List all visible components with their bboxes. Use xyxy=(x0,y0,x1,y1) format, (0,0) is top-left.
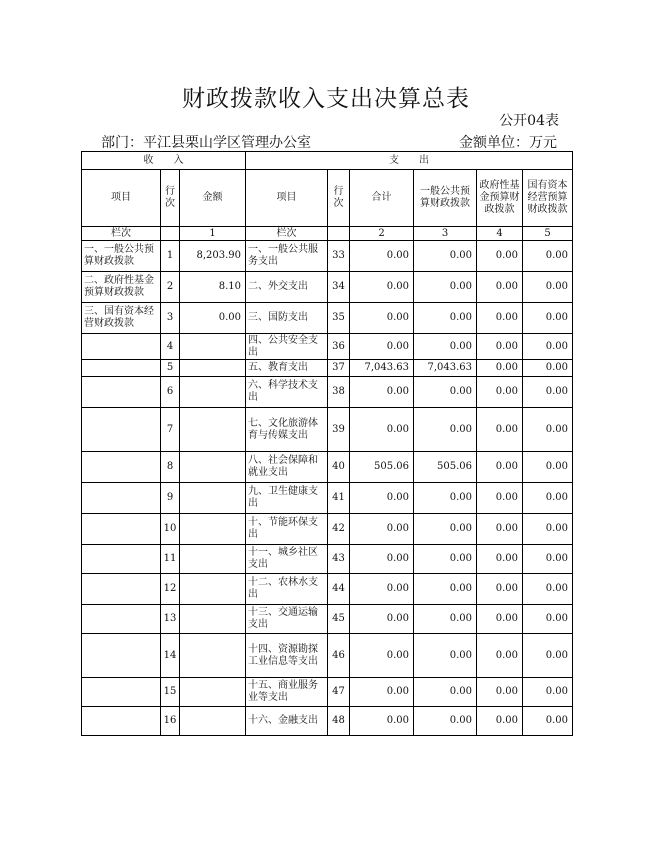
expense-state: 0.00 xyxy=(523,303,573,334)
expense-state: 0.00 xyxy=(523,634,573,678)
table-row xyxy=(82,707,573,736)
expense-state: 0.00 xyxy=(523,574,573,605)
income-item xyxy=(82,408,161,452)
expense-row-no: 46 xyxy=(328,634,350,678)
income-row-no: 12 xyxy=(161,574,180,605)
table-row xyxy=(82,303,573,334)
expense-state: 0.00 xyxy=(523,452,573,483)
expense-general: 0.00 xyxy=(414,678,477,707)
income-item: 一、一般公共预算财政拨款 xyxy=(82,241,161,272)
income-item: 二、政府性基金预算财政拨款 xyxy=(82,272,161,303)
expense-total: 0.00 xyxy=(350,377,414,408)
expense-total: 0.00 xyxy=(350,303,414,334)
expense-item: 二、外交支出 xyxy=(246,272,328,303)
expense-item: 三、国防支出 xyxy=(246,303,328,334)
expense-total: 0.00 xyxy=(350,634,414,678)
table-row xyxy=(82,605,573,634)
expense-fund: 0.00 xyxy=(477,272,523,303)
expense-row-no: 35 xyxy=(328,303,350,334)
header-fund: 政府性基金预算财政拨款 xyxy=(477,170,523,227)
income-item xyxy=(82,605,161,634)
income-row-no: 11 xyxy=(161,545,180,574)
expense-row-no: 33 xyxy=(328,241,350,272)
expense-item: 十一、城乡社区支出 xyxy=(246,545,328,574)
expense-item: 十三、交通运输支出 xyxy=(246,605,328,634)
income-amount xyxy=(180,678,246,707)
expense-item: 四、公共安全支出 xyxy=(246,334,328,360)
expense-general: 0.00 xyxy=(414,514,477,545)
expense-state: 0.00 xyxy=(523,334,573,360)
income-row-no: 4 xyxy=(161,334,180,360)
income-row-no: 16 xyxy=(161,707,180,736)
income-amount xyxy=(180,514,246,545)
expense-general: 0.00 xyxy=(414,334,477,360)
income-amount xyxy=(180,634,246,678)
income-row-no: 15 xyxy=(161,678,180,707)
expense-total: 0.00 xyxy=(350,272,414,303)
income-amount xyxy=(180,545,246,574)
income-row-no: 5 xyxy=(161,360,180,377)
expense-total: 0.00 xyxy=(350,545,414,574)
expense-item: 一、一般公共服务支出 xyxy=(246,241,328,272)
expense-total: 0.00 xyxy=(350,241,414,272)
expense-total: 0.00 xyxy=(350,483,414,514)
income-amount xyxy=(180,707,246,736)
table-row xyxy=(82,634,573,678)
expense-total: 0.00 xyxy=(350,514,414,545)
expense-fund: 0.00 xyxy=(477,303,523,334)
table-row xyxy=(82,360,573,377)
income-row-no: 13 xyxy=(161,605,180,634)
income-amount xyxy=(180,605,246,634)
expense-general: 0.00 xyxy=(414,483,477,514)
expense-total: 0.00 xyxy=(350,707,414,736)
expense-general: 0.00 xyxy=(414,241,477,272)
col-index-amount: 1 xyxy=(180,227,246,241)
expense-total: 7,043.63 xyxy=(350,360,414,377)
table-row xyxy=(82,334,573,360)
income-item xyxy=(82,514,161,545)
table-row xyxy=(82,678,573,707)
income-item xyxy=(82,360,161,377)
table-row xyxy=(82,272,573,303)
expense-row-no: 39 xyxy=(328,408,350,452)
expense-total: 0.00 xyxy=(350,334,414,360)
expense-general: 0.00 xyxy=(414,408,477,452)
income-item: 三、国有资本经营财政拨款 xyxy=(82,303,161,334)
expense-fund: 0.00 xyxy=(477,514,523,545)
expense-fund: 0.00 xyxy=(477,408,523,452)
income-row-no: 14 xyxy=(161,634,180,678)
expense-general: 0.00 xyxy=(414,707,477,736)
form-number: 公开04表 xyxy=(499,113,559,129)
expense-item: 十五、商业服务业等支出 xyxy=(246,678,328,707)
budget-table xyxy=(81,151,573,736)
table-row xyxy=(82,377,573,408)
income-amount xyxy=(180,377,246,408)
col-index-general: 3 xyxy=(414,227,477,241)
header-row-no: 行次 xyxy=(161,170,180,227)
page-title: 财政拨款收入支出决算总表 xyxy=(182,86,470,112)
expense-state: 0.00 xyxy=(523,514,573,545)
table-row xyxy=(82,408,573,452)
expense-state: 0.00 xyxy=(523,408,573,452)
header-total: 合计 xyxy=(350,170,414,227)
income-amount xyxy=(180,408,246,452)
expense-row-no: 38 xyxy=(328,377,350,408)
expense-state: 0.00 xyxy=(523,377,573,408)
expense-fund: 0.00 xyxy=(477,707,523,736)
income-amount xyxy=(180,334,246,360)
table-row xyxy=(82,574,573,605)
expense-fund: 0.00 xyxy=(477,574,523,605)
expense-general: 0.00 xyxy=(414,634,477,678)
header-item-2: 项目 xyxy=(246,170,328,227)
header-row-no-2: 行次 xyxy=(328,170,350,227)
header-item: 项目 xyxy=(82,170,161,227)
col-index-fund: 4 xyxy=(477,227,523,241)
expense-general: 0.00 xyxy=(414,605,477,634)
expense-fund: 0.00 xyxy=(477,634,523,678)
expense-total: 505.06 xyxy=(350,452,414,483)
expense-general: 0.00 xyxy=(414,545,477,574)
expense-row-no: 41 xyxy=(328,483,350,514)
income-row-no: 9 xyxy=(161,483,180,514)
col-index-label-2: 栏次 xyxy=(246,227,328,241)
expense-fund: 0.00 xyxy=(477,483,523,514)
expense-total: 0.00 xyxy=(350,574,414,605)
income-item xyxy=(82,707,161,736)
expense-state: 0.00 xyxy=(523,678,573,707)
expense-row-no: 40 xyxy=(328,452,350,483)
expense-row-no: 36 xyxy=(328,334,350,360)
expense-general: 505.06 xyxy=(414,452,477,483)
income-row-no: 8 xyxy=(161,452,180,483)
table-row xyxy=(82,545,573,574)
expense-general: 0.00 xyxy=(414,303,477,334)
expense-row-no: 34 xyxy=(328,272,350,303)
expense-item: 九、卫生健康支出 xyxy=(246,483,328,514)
income-item xyxy=(82,678,161,707)
header-state: 国有资本经营预算财政拨款 xyxy=(523,170,573,227)
expense-state: 0.00 xyxy=(523,605,573,634)
department-label: 部门：平江县栗山学区管理办公室 xyxy=(101,135,311,151)
expense-row-no: 44 xyxy=(328,574,350,605)
table-row xyxy=(82,483,573,514)
expense-state: 0.00 xyxy=(523,272,573,303)
income-row-no: 6 xyxy=(161,377,180,408)
expense-item: 十、节能环保支出 xyxy=(246,514,328,545)
expense-row-no: 37 xyxy=(328,360,350,377)
expense-item: 十四、资源勘探工业信息等支出 xyxy=(246,634,328,678)
expense-fund: 0.00 xyxy=(477,452,523,483)
expense-item: 七、文化旅游体育与传媒支出 xyxy=(246,408,328,452)
expense-row-no: 42 xyxy=(328,514,350,545)
header-general: 一般公共预算财政拨款 xyxy=(414,170,477,227)
expense-fund: 0.00 xyxy=(477,678,523,707)
income-amount: 8.10 xyxy=(180,272,246,303)
expense-general: 0.00 xyxy=(414,377,477,408)
expense-item: 六、科学技术支出 xyxy=(246,377,328,408)
expense-row-no: 43 xyxy=(328,545,350,574)
expense-fund: 0.00 xyxy=(477,360,523,377)
expense-general: 7,043.63 xyxy=(414,360,477,377)
table-row xyxy=(82,241,573,272)
table-row xyxy=(82,452,573,483)
expense-row-no: 45 xyxy=(328,605,350,634)
expense-total: 0.00 xyxy=(350,678,414,707)
income-row-no: 7 xyxy=(161,408,180,452)
expense-item: 八、社会保障和就业支出 xyxy=(246,452,328,483)
income-item xyxy=(82,574,161,605)
income-item xyxy=(82,377,161,408)
income-row-no: 3 xyxy=(161,303,180,334)
unit-label: 金额单位：万元 xyxy=(459,135,557,151)
expense-row-no: 48 xyxy=(328,707,350,736)
col-index-state: 5 xyxy=(523,227,573,241)
col-index-label: 栏次 xyxy=(82,227,161,241)
expense-item: 十二、农林水支出 xyxy=(246,574,328,605)
section-expense: 支 出 xyxy=(246,152,573,170)
income-row-no: 2 xyxy=(161,272,180,303)
expense-total: 0.00 xyxy=(350,605,414,634)
income-amount xyxy=(180,452,246,483)
table-row xyxy=(82,514,573,545)
expense-state: 0.00 xyxy=(523,360,573,377)
expense-fund: 0.00 xyxy=(477,605,523,634)
income-row-no: 1 xyxy=(161,241,180,272)
income-item xyxy=(82,634,161,678)
expense-state: 0.00 xyxy=(523,545,573,574)
expense-general: 0.00 xyxy=(414,574,477,605)
header-amount: 金额 xyxy=(180,170,246,227)
income-amount: 0.00 xyxy=(180,303,246,334)
expense-fund: 0.00 xyxy=(477,334,523,360)
expense-general: 0.00 xyxy=(414,272,477,303)
expense-state: 0.00 xyxy=(523,707,573,736)
expense-fund: 0.00 xyxy=(477,377,523,408)
income-amount xyxy=(180,574,246,605)
income-amount: 8,203.90 xyxy=(180,241,246,272)
expense-fund: 0.00 xyxy=(477,545,523,574)
expense-item: 五、教育支出 xyxy=(246,360,328,377)
section-income: 收 入 xyxy=(82,152,246,170)
expense-row-no: 47 xyxy=(328,678,350,707)
income-item xyxy=(82,545,161,574)
income-row-no: 10 xyxy=(161,514,180,545)
income-amount xyxy=(180,360,246,377)
income-item xyxy=(82,334,161,360)
expense-state: 0.00 xyxy=(523,483,573,514)
expense-fund: 0.00 xyxy=(477,241,523,272)
expense-item: 十六、金融支出 xyxy=(246,707,328,736)
expense-total: 0.00 xyxy=(350,408,414,452)
col-index-blank-2 xyxy=(328,227,350,241)
income-amount xyxy=(180,483,246,514)
expense-state: 0.00 xyxy=(523,241,573,272)
col-index-blank xyxy=(161,227,180,241)
col-index-total: 2 xyxy=(350,227,414,241)
income-item xyxy=(82,452,161,483)
income-item xyxy=(82,483,161,514)
